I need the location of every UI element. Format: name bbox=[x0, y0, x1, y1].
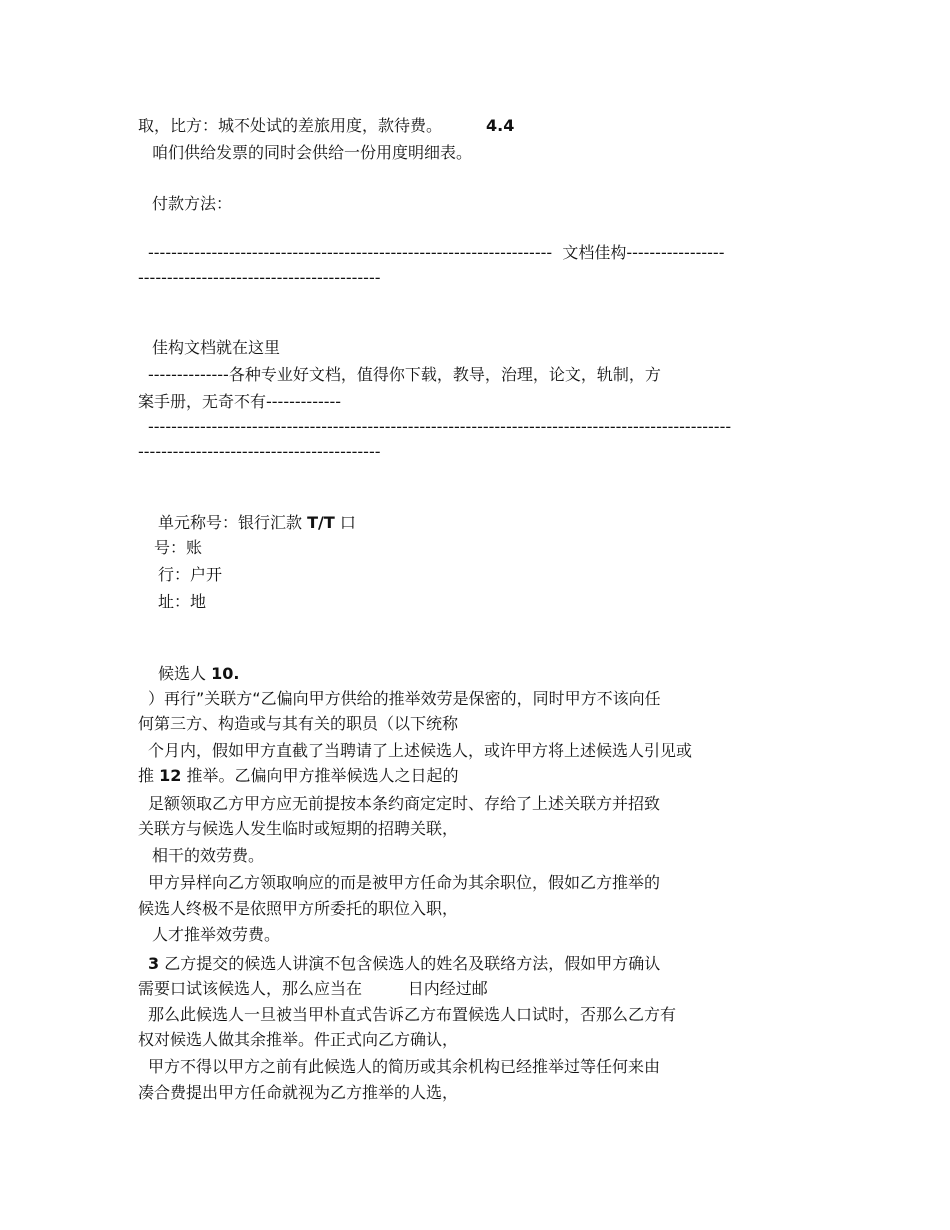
text-line bbox=[138, 713, 458, 735]
text-segment: 足额领取乙方甲方应无前提按本条约商定定时、存给了上述关联方并招致 bbox=[148, 794, 661, 813]
text-line bbox=[138, 978, 488, 1000]
text-segment: ---------------------------------------------------------------------- 文档佳构----------------- bbox=[148, 243, 725, 262]
text-segment: 需要口试该候选人，那么应当在 日内经过邮 bbox=[138, 979, 488, 998]
text-segment: 咱们供给发票的同时会供给一份用度明细表。 bbox=[152, 143, 473, 162]
text-segment: 行：户开 bbox=[158, 565, 223, 584]
text-segment: 个月内，假如甲方直截了当聘请了上述候选人，或许甲方将上述候选人引见或 bbox=[148, 741, 693, 760]
text-line bbox=[152, 337, 280, 359]
text-segment: 12 bbox=[159, 766, 182, 785]
text-segment: 号：账 bbox=[154, 538, 203, 557]
text-segment: --------------各种专业好文档，值得你下载，教导，治理，论文，轨制，方 bbox=[148, 365, 661, 384]
text-segment: ------------------------------------------ bbox=[138, 268, 381, 287]
text-segment: ）再行”关联方“乙偏向甲方供给的推举效劳是保密的，同时甲方不该向任 bbox=[148, 689, 661, 708]
text-line bbox=[154, 537, 202, 559]
text-segment: 候选人 bbox=[158, 664, 212, 683]
text-line bbox=[152, 193, 232, 215]
text-segment: 取，比方：城不处试的差旅用度，款待费。 bbox=[138, 116, 443, 135]
text-line bbox=[138, 898, 458, 920]
text-segment: 乙方提交的候选人讲演不包含候选人的姓名及联络方法，假如甲方确认 bbox=[159, 954, 661, 973]
text-segment: 址：地 bbox=[158, 592, 207, 611]
text-line bbox=[148, 1056, 660, 1078]
text-line bbox=[158, 591, 206, 613]
text-line bbox=[158, 564, 222, 586]
text-line bbox=[138, 267, 380, 289]
text-segment: 甲方异样向乙方领取响应的而是被甲方任命为其余职位，假如乙方推举的 bbox=[148, 873, 661, 892]
text-segment: 付款方法： bbox=[152, 194, 233, 213]
text-segment: 相干的效劳费。 bbox=[152, 846, 265, 865]
text-line bbox=[148, 740, 692, 762]
text-line bbox=[152, 845, 264, 867]
text-segment: 甲方不得以甲方之前有此候选人的简历或其余机构已经推举过等任何来由 bbox=[148, 1057, 661, 1076]
text-line bbox=[138, 115, 514, 137]
text-segment: ------------------------------------------ bbox=[138, 442, 381, 461]
text-segment: 佳构文档就在这里 bbox=[152, 338, 281, 357]
text-segment: 候选人终极不是依照甲方所委托的职位入职， bbox=[138, 899, 459, 918]
text-segment: 那么此候选人一旦被当甲朴直式告诉乙方布置候选人口试时，否那么乙方有 bbox=[148, 1005, 677, 1024]
text-line bbox=[148, 416, 731, 438]
text-segment: 口 bbox=[334, 513, 356, 532]
text-line bbox=[138, 391, 341, 413]
text-segment: 单元称号：银行汇款 bbox=[158, 513, 308, 532]
text-line bbox=[138, 1029, 458, 1051]
text-line bbox=[152, 142, 472, 164]
text-segment: 关联方与候选人发生临时或短期的招聘关联， bbox=[138, 819, 459, 838]
text-line bbox=[148, 872, 660, 894]
text-segment: 推 bbox=[138, 766, 160, 785]
text-segment: 何第三方、构造或与其有关的职员（以下统称 bbox=[138, 714, 459, 733]
text-segment: 10. bbox=[211, 664, 240, 683]
text-segment: 3 bbox=[148, 954, 160, 973]
text-line bbox=[138, 818, 458, 840]
text-line bbox=[148, 242, 724, 264]
text-segment: 权对候选人做其余推举。件正式向乙方确认， bbox=[138, 1030, 459, 1049]
text-line bbox=[158, 512, 356, 534]
text-line bbox=[148, 793, 660, 815]
text-line bbox=[148, 953, 660, 975]
text-segment: 4.4 bbox=[486, 116, 515, 135]
text-line bbox=[148, 688, 661, 710]
text-segment: T/T bbox=[307, 513, 335, 532]
text-line bbox=[138, 765, 458, 787]
text-line bbox=[138, 441, 380, 463]
text-segment: 人才推举效劳费。 bbox=[152, 925, 281, 944]
text-segment: ----------------------------------------------------------------------------------------------------- bbox=[148, 417, 732, 436]
text-segment: 推举。乙偏向甲方推举候选人之日起的 bbox=[181, 766, 459, 785]
text-line bbox=[148, 1004, 676, 1026]
text-line bbox=[152, 924, 280, 946]
text-segment: 凑合费提出甲方任命就视为乙方推举的人选， bbox=[138, 1083, 459, 1102]
text-line bbox=[138, 1082, 458, 1104]
text-line bbox=[148, 364, 661, 386]
text-segment: 案手册，无奇不有------------- bbox=[138, 392, 342, 411]
text-line bbox=[158, 663, 239, 685]
